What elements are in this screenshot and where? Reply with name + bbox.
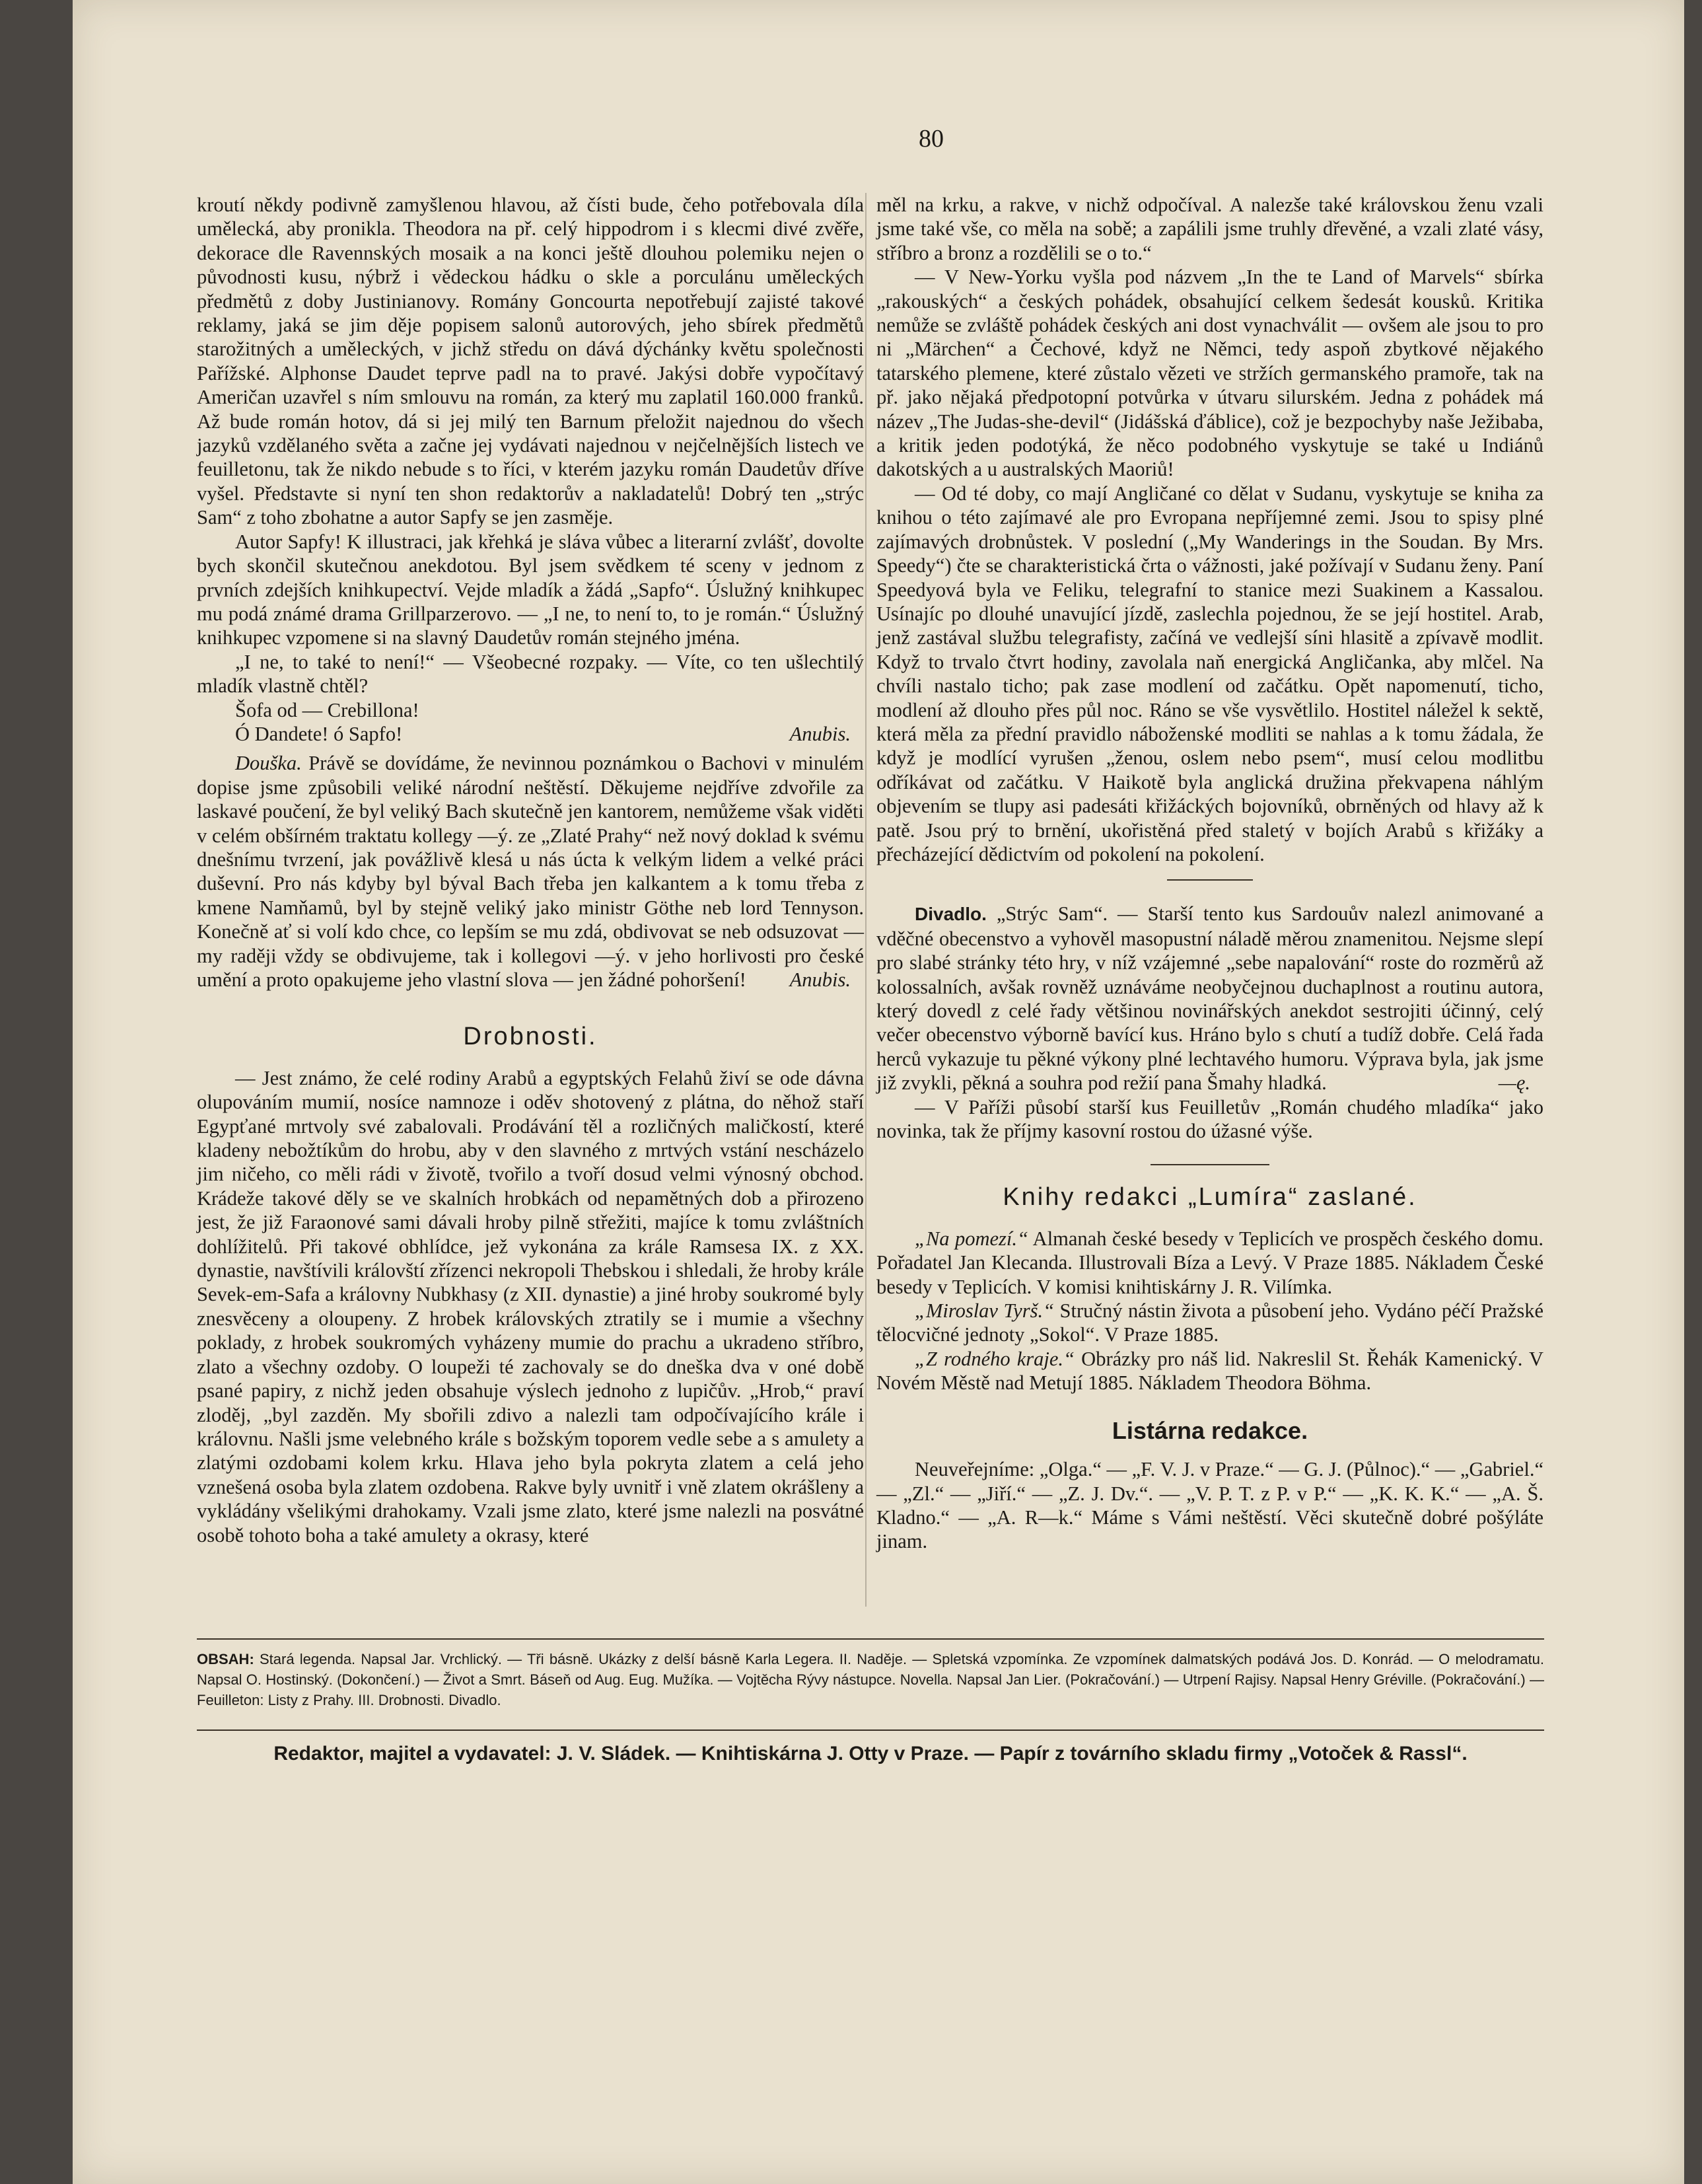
imprint-footer: Redaktor, majitel a vydavatel: J. V. Sládek. — Knihtiskárna J. Otty v Praze. — Papír z továrního skladu firmy „Votoček & Rassl“. [197, 1729, 1544, 1765]
article-paragraph: Šofa od — Crebillona! [235, 698, 419, 721]
divadlo-lead: Divadlo. [915, 904, 987, 925]
section-title-knihy: Knihy redakci „Lumíra“ zaslané. [1003, 1183, 1417, 1212]
drobnosti-item: — Od té doby, co mají Angličané co dělat v Sudanu, vyskytuje se kniha za knihou o této zajímavé ale pro Evropana nepříjemné zemi. Jsou to spisy plné zajímavých drobnůstek. V poslední („My Wanderings in the Soudan. By Mrs. Speedy“) čte se charakteristická črta o vážnosti, jaké požívají v Sudanu ženy. Paní Speedyová byla ve Feliku, telegrafní to stanice mezi Suakinem a Kassalou. Usínajíc po dlouhé unavující jízdě, zaslechla pojednou, že se její hostitel. Arab, jenž zastával službu telegrafisty, začíná ve vedlejší síni hlasitě a zpívavě modlit. Když to trvalo čtvrt hodiny, zavolala naň energická Angličanka, aby mlčel. Na chvíli nastalo ticho; pak zase modlení od začátku. Opět napomenutí, ticho, modlení až dlouho přes půl noc. Ráno se vše vysvětlilo. Hostitel náležel k sektě, která měla za přední pravidlo náboženské modliti se nahlas a k tomu žádala, že když je modlící vyrušen „ženou, oslem nebo psem“, musí celou modlitbu odříkávat od začátku. V Haikotě byla anglická družina překvapena náhlým objevením se tlupy asi padesáti křižáckých bojovníků, obrněných od hlavy až k patě. Jsou prý to brnění, ukořistěná před staletý v bojích Arabů s křižáky a přecházející dědictvím od pokolení na pokolení. [876, 482, 1543, 865]
section-title-listarna: Listárna redakce. [1112, 1416, 1308, 1444]
contents-text: Stará legenda. Napsal Jar. Vrchlický. — Tři básně. Ukázky z delší básně Karla Legera. II. Naděje. — Spletská vzpomínka. Ze vzpomínek dalmatských podává Jos. D. Konrád. — O melodramatu. Napsal O. Hostinský. (Dokončení.) — Život a Smrt. Báseň od Aug. Eug. Mužíka. — Vojtěcha Rývy nástupce. Novella. Napsal Jan Lier. (Pokračování.) — Utrpení Rajisy. Napsal Henry Gréville. (Pokračování.) — Feuilleton: Listy z Prahy. III. Drobnosti. Divadlo. [197, 1651, 1544, 1708]
drobnosti-item-continued: měl na krku, a rakve, v nichž odpočíval. A nalezše také královskou ženu vzali jsme také vše, co měla na sobě; a zapálili jsme truhly dřevěné, a vzali zlaté vásy, stříbro a bronz a rozdělili se o to.“ [876, 194, 1543, 264]
author-signature: Anubis. [789, 722, 851, 745]
book-title: „Z rodného kraje.“ [915, 1347, 1075, 1370]
column-divider [865, 193, 867, 1607]
book-text: Obrázky pro náš lid. Nakreslil St. Řehák Kamenický. V Novém Městě nad Metují 1885. Nákladem Theodora Böhma. [876, 1347, 1543, 1395]
page-number: 80 [919, 125, 944, 153]
article-paragraph [197, 722, 864, 746]
newspaper-page [73, 0, 1684, 2184]
book-text: Stručný nástin života a působení jeho. Vydáno péčí Pražské tělocvičné jednoty „Sokol“. V Praze 1885. [876, 1299, 1544, 1346]
left-column [197, 193, 864, 1547]
contents-label: OBSAH: [197, 1651, 254, 1667]
book-text: Almanah české besedy v Teplicích ve prospěch českého domu. Pořadatel Jan Klecanda. Illustrovali Bíza a Levý. V Praze 1885. Nákladem České besedy v Teplicích. V komisi knihtiskárny J. R. Vilímka. [876, 1227, 1543, 1298]
article-paragraph: Autor Sapfy! K illustraci, jak křehká je sláva vůbec a literarní zvlášť, dovolte bych skončil skutečnou anekdotou. Byl jsem svědkem té sceny v jednom z prvních zdejších knihkupectví. Vejde mladík a žádá „Sapfo“. Úslužný knihkupec mu podá známé drama Grillparzerovo. — „I ne, to není to, to je román.“ Úslužný knihkupec vzpomene si na slavný Daudetův román stejného jména. [197, 530, 864, 649]
right-column [876, 193, 1543, 1554]
book-entry [876, 1347, 1543, 1395]
divadlo-paragraph [876, 902, 1543, 1095]
author-signature: Anubis. [789, 968, 851, 991]
book-title: „Na pomezí.“ [915, 1227, 1028, 1250]
divadlo-text: „Strýc Sam“. — Starší tento kus Sardouův nalezl animované a vděčné obecenstvo a vyhověl masopustní náladě měrou znamenitou. Nejsme slepí pro slabé stránky této hry, v níž vzájemné „sebe napalování“ roste do rozměrů až kolossalních, avšak rovněž uznáváme neobyčejnou duchaplnost a routinu autora, který dovedl z celé řady většinou novinářských anekdot sestrojiti účinný, celý večer obecenstvo výborně bavící kus. Hráno bylo s chutí a tudíž dobře. Celá řada herců vykazuje tu pěkné výkony plné lechtavého humoru. Výprava byla, jak jsme již zvykli, pěkná a souhra pod režií pana Šmahy hladká. [876, 902, 1543, 1095]
article-text: Ó Dandete! ó Sapfo! [235, 722, 403, 745]
book-entry [876, 1299, 1543, 1347]
douska-lead: Douška. [235, 752, 302, 775]
book-entry [876, 1227, 1543, 1299]
douska-paragraph [197, 751, 864, 992]
section-separator [1167, 879, 1253, 881]
section-title-drobnosti: Drobnosti. [463, 1023, 598, 1051]
book-title: „Miroslav Tyrš.“ [915, 1299, 1055, 1323]
author-signature: —ę. [1498, 1072, 1530, 1095]
article-paragraph: kroutí někdy podivně zamyšlenou hlavou, až čísti bude, čeho potřebovala díla umělecká, aby pronikla. Theodora na př. celý hippodrom i s klecmi divé zvěře, dekorace dle Ravennských mosaik a na konci ještě dlouhou polemiku nejen o původnosti kusu, nýbrž i vědeckou hádku o skle a porculánu uměleckých předmětů z doby Justinianovy. Romány Goncourta nepotřebují zajisté takové reklamy, jaká se jim děje popisem salonů autorových, jeho sbírek předmětů starožitných a uměleckých, v jichž středu on dává dýchánky květu společnosti Pařížské. Alphonse Daudet teprve padl na to pravé. Jakýsi dobře vypočítavý Američan uzavřel s ním smlouvu na román, za který mu zaplatil 160.000 franků. Až bude román hotov, dá si jej milý ten Barnum přeložit najednou do všech jazyků vzdělaného světa a začne jej vydávati najednou v nejčelnějších listech ve feuilletonu, tak že nikdo nebude s to říci, v kterém jazyku román Daudetův dříve vyšel. Představte si nyní ten shon redaktorův a nakladatelů! Dobrý ten „strýc Sam“ z toho zbohatne a autor Sapfy se jen zasměje. [197, 194, 864, 529]
article-paragraph: „I ne, to také to není!“ — Všeobecné rozpaky. — Víte, co ten ušlechtilý mladík vlastně chtěl? [197, 650, 864, 698]
section-separator [1151, 1164, 1269, 1165]
table-of-contents [197, 1638, 1544, 1710]
drobnosti-item: — V New-Yorku vyšla pod názvem „In the te Land of Marvels“ sbírka „rakouských“ a českých pohádek, obsahující celkem šedesát kousků. Kritika nemůže se zvláště pohádek českých ani dost vynachválit — ovšem ale jsou to pro ni „Märchen“ a Čechové, když ne Němci, tedy aspoň zbytkové nějakého tatarského plemene, které zůstalo vězeti ve stržích germanského pramoře, tak na př. jako nějaká předpotopní potvůrka v útvaru silurském. Jedna z pohádek má název „The Judas-she-devil“ (Jidášská ďáblice), což je bezpochyby naše Ježibaba, a kritik jeden podotýká, že něco podobného vyskytuje se také u Indiánů dakotských a u australských Maoriů! [876, 266, 1543, 481]
divadlo-paragraph: — V Paříži působí starší kus Feuilletův „Román chudého mladíka“ jako novinka, tak že příjmy kasovní rostou do úžasné výše. [876, 1095, 1543, 1143]
douska-text: Právě se dovídáme, že nevinnou poznámkou o Bachovi v minulém dopise jsme způsobili veliké národní neštěstí. Děkujeme nejdříve zdvořile za laskavé poučení, že byl veliký Bach skutečně jen kantorem, nemůžeme však viděti v celém obšírném traktatu kollegy —ý. ze „Zlaté Prahy“ než nový doklad k svému dnešnímu tvrzení, jak povážlivě klesá u nás úcta k velkým lidem a velké práci duševní. Pro nás kdyby byl býval Bach třeba jen kalkantem a k tomu třeba z kmene Namňamů, byl by stejně veliký jako ministr Göthe neb lord Tennyson. Konečně ať si volí kdo chce, co lepším se mu zdá, obdivovat se neb odsuzovat — my raději vždy se obdivujeme, tak i kollegovi —ý. v jeho horlivosti pro české umění a proto opakujeme jeho vlastní slova — jen žádné pohoršení! [197, 752, 864, 991]
drobnosti-item: — Jest známo, že celé rodiny Arabů a egyptských Felahů živí se ode dávna olupováním mumií, nosíce namnoze i oděv shotovený z plátna, do něhož staří Egypťané mrtvoly své zabalovali. Prodávání těl a rozličných maličkostí, které kladeny nebožtíkům do hrobu, aby v den slavného z mrtvých vstání nescházelo jim ničeho, co měli rádi v životě, tvořilo a tvoří dosud velmi výnosný obchod. Krádeže takové děly se ve skalních hrobkách od nepamětných dob a přirozeno jest, že již Faraonové sami dávali hroby pilně střežiti, majíce k tomu zvláštních dohlížitelů. Při takové obhlídce, jež vykonána za krále Ramsesa IX. z XX. dynastie, navštívili královští zřízenci nekropoli Thebskou i shledali, že hroby krále Sevek-em-Safa a královny Nubkhasy (z XII. dynastie) a jiné hroby soukromé byly znesvěceny a oloupeny. Z hrobek královských ztratily se i mumie a všechny poklady, z hrobek soukromých vyházeny mumie do prachu a ukradeno stříbro, zlato a všechny ozdoby. O loupeži té zachovaly se do dneška dva v oné době psané papiry, z nichž jeden obsahuje výslech jednoho z lupičův. „Hrob,“ praví zloděj, „byl zazděn. My sbořili zdivo a nalezli tam odpočívajícího krále i královnu. Našli jsme velebného krále s božským toporem vedle sebe a s amulety a zlatými ozdobami kolem krku. Hlava jeho byla pokryta zlatem a celá jeho vznešená osoba byla zlatem ozdobena. Rakve byly uvnitř i vně zlatem okrášleny a vykládány všelikými drahokamy. Vzali jsme zlato, které jsme nalezli na posvátné osobě tohoto boha a také amulety a okrasy, které [197, 1066, 864, 1547]
listarna-text: Neuveřejníme: „Olga.“ — „F. V. J. v Praze.“ — G. J. (Půlnoc).“ — „Gabriel.“ — „Zl.“ — „Jiří.“ — „Z. J. Dv.“. — „V. P. T. z P. v P.“ — „K. K. K.“ — „A. Š. Kladno.“ — „A. R—k.“ Máme s Vámi neštěstí. Věci skutečně dobré pošýláte jinam. [876, 1458, 1543, 1553]
